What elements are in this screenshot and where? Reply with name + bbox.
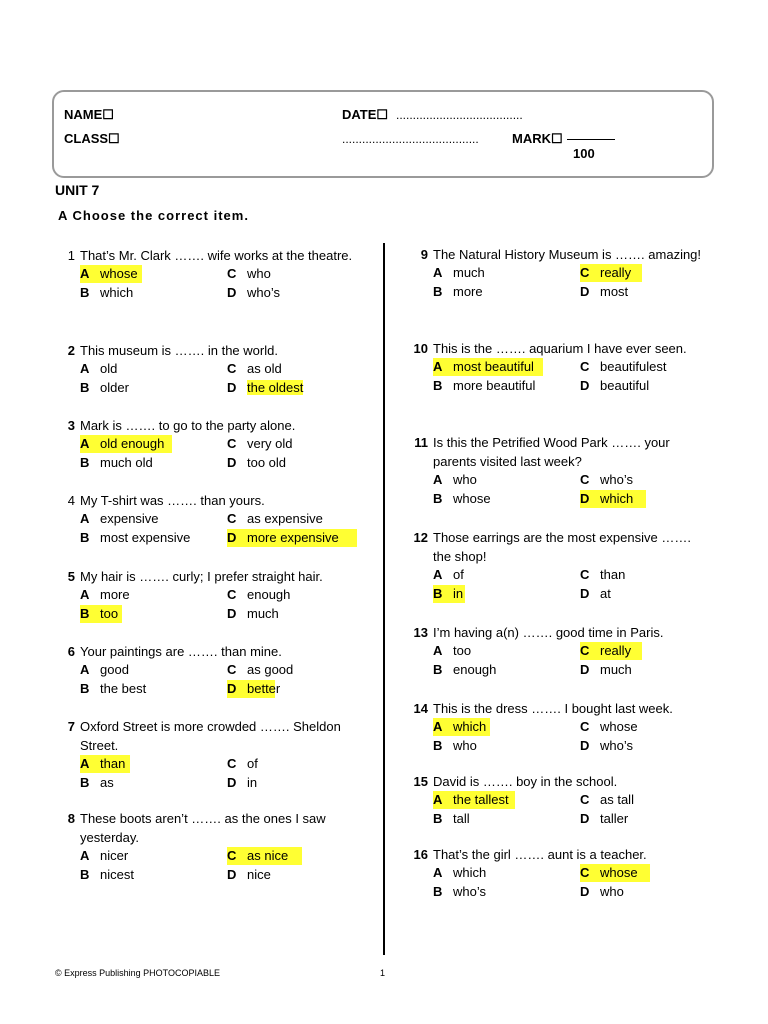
option-c[interactable]: C really bbox=[580, 264, 642, 282]
question-1 bbox=[67, 246, 370, 303]
option-b[interactable]: B who’s bbox=[433, 884, 487, 899]
option-d[interactable]: D nice bbox=[227, 867, 271, 882]
question-number: 8 bbox=[67, 811, 75, 826]
option-c[interactable]: C of bbox=[227, 756, 258, 771]
option-a[interactable]: A of bbox=[433, 567, 464, 582]
option-a[interactable]: A which bbox=[433, 718, 490, 736]
option-b[interactable]: B as bbox=[80, 775, 114, 790]
date-label: DATE☐ bbox=[342, 107, 389, 122]
option-a[interactable]: A than bbox=[80, 755, 130, 773]
section-instruction: A Choose the correct item. bbox=[58, 208, 249, 223]
option-a[interactable]: A which bbox=[433, 865, 487, 880]
question-3 bbox=[67, 416, 370, 473]
option-d[interactable]: D most bbox=[580, 284, 629, 299]
question-stem: This is the dress ……. I bought last week. bbox=[433, 701, 673, 716]
question-6 bbox=[67, 642, 370, 699]
question-number: 16 bbox=[413, 847, 428, 862]
option-c[interactable]: C than bbox=[580, 567, 626, 582]
question-12 bbox=[413, 528, 703, 604]
question-stem: The Natural History Museum is ……. amazing! bbox=[433, 247, 702, 262]
option-b[interactable]: B which bbox=[80, 285, 134, 300]
option-b[interactable]: B whose bbox=[433, 491, 491, 506]
question-stem: David is ……. boy in the school. bbox=[433, 774, 618, 789]
option-c[interactable]: C beautifulest bbox=[580, 359, 667, 374]
option-c[interactable]: C whose bbox=[580, 719, 638, 734]
option-b[interactable]: B more beautiful bbox=[433, 378, 536, 393]
option-c[interactable]: C as expensive bbox=[227, 511, 323, 526]
question-11 bbox=[414, 433, 703, 509]
mark-fraction-line bbox=[567, 139, 615, 140]
option-c[interactable]: C who’s bbox=[580, 472, 634, 487]
question-stem: Your paintings are ……. than mine. bbox=[80, 644, 282, 659]
option-b[interactable]: B too bbox=[80, 605, 122, 623]
question-10 bbox=[413, 339, 703, 396]
question-15 bbox=[413, 772, 703, 829]
question-number: 13 bbox=[413, 625, 428, 640]
option-d[interactable]: D who bbox=[580, 884, 624, 899]
question-stem: I’m having a(n) ……. good time in Paris. bbox=[433, 625, 664, 640]
option-b[interactable]: B enough bbox=[433, 662, 497, 677]
option-b[interactable]: B in bbox=[433, 586, 464, 601]
copyright-footer: © Express Publishing PHOTOCOPIABLE bbox=[55, 968, 221, 978]
option-a[interactable]: A whose bbox=[80, 265, 142, 283]
option-a[interactable]: A most beautiful bbox=[433, 358, 543, 376]
option-d[interactable]: D much bbox=[227, 606, 279, 621]
question-number: 6 bbox=[67, 644, 75, 659]
question-stem: This museum is ……. in the world. bbox=[80, 343, 278, 358]
option-d[interactable]: D taller bbox=[580, 811, 629, 826]
question-7 bbox=[67, 717, 370, 793]
question-5 bbox=[67, 567, 370, 624]
question-number: 14 bbox=[413, 701, 428, 716]
unit-title: UNIT 7 bbox=[55, 182, 100, 198]
option-d[interactable]: D much bbox=[580, 662, 632, 677]
option-c[interactable]: C really bbox=[580, 642, 642, 660]
option-d[interactable]: D which bbox=[580, 490, 646, 508]
question-number: 15 bbox=[413, 774, 428, 789]
question-9 bbox=[420, 245, 703, 302]
option-a[interactable]: A who bbox=[433, 472, 477, 487]
question-stem: That’s the girl ……. aunt is a teacher. bbox=[433, 847, 647, 862]
option-a[interactable]: A more bbox=[80, 587, 130, 602]
name-label: NAME☐ bbox=[64, 107, 114, 122]
question-number: 11 bbox=[414, 435, 428, 450]
option-c[interactable]: C as nice bbox=[227, 847, 302, 865]
option-b[interactable]: B nicest bbox=[80, 867, 134, 882]
question-16 bbox=[413, 845, 703, 902]
question-stem: My T-shirt was ……. than yours. bbox=[80, 493, 265, 508]
option-b[interactable]: B the best bbox=[80, 681, 147, 696]
question-number: 3 bbox=[67, 418, 75, 433]
option-c[interactable]: C enough bbox=[227, 587, 291, 602]
question-stem: Is this the Petrified Wood Park ……. your parents visited last week? bbox=[433, 435, 670, 469]
option-c[interactable]: C whose bbox=[580, 864, 650, 882]
question-stem: Oxford Street is more crowded ……. Sheldon Street. bbox=[80, 719, 341, 753]
option-a[interactable]: A expensive bbox=[80, 511, 159, 526]
option-b[interactable]: B much old bbox=[80, 455, 153, 470]
question-number: 7 bbox=[67, 719, 75, 734]
question-stem: This is the ……. aquarium I have ever seen. bbox=[433, 341, 687, 356]
date-field[interactable]: ...................................... bbox=[396, 108, 523, 122]
question-number: 10 bbox=[413, 341, 428, 356]
question-14 bbox=[413, 699, 703, 756]
question-number: 1 bbox=[67, 248, 75, 263]
option-a[interactable]: A old enough bbox=[80, 435, 172, 453]
option-b[interactable]: B most expensive bbox=[80, 530, 191, 545]
option-c[interactable]: C as tall bbox=[580, 792, 634, 807]
option-b[interactable]: B who bbox=[433, 738, 477, 753]
option-a[interactable]: A old bbox=[80, 361, 118, 376]
option-c[interactable]: C who bbox=[227, 266, 271, 281]
question-2 bbox=[67, 341, 370, 398]
column-divider bbox=[383, 243, 385, 955]
question-stem: These boots aren’t ……. as the ones I saw yesterday. bbox=[80, 811, 326, 845]
option-a[interactable]: A much bbox=[433, 265, 485, 280]
option-d[interactable]: D too old bbox=[227, 455, 287, 470]
question-number: 9 bbox=[420, 247, 428, 262]
option-c[interactable]: C as old bbox=[227, 361, 282, 376]
mark-total: 100 bbox=[573, 146, 595, 161]
question-stem: Mark is ……. to go to the party alone. bbox=[80, 418, 296, 433]
option-d[interactable]: D in bbox=[227, 775, 258, 790]
option-d[interactable]: D the oldest bbox=[227, 380, 304, 395]
class-label: CLASS☐ bbox=[64, 131, 120, 146]
option-c[interactable]: C very old bbox=[227, 436, 293, 451]
option-d[interactable]: D better bbox=[227, 681, 281, 696]
question-number: 5 bbox=[67, 569, 75, 584]
option-b[interactable]: B tall bbox=[433, 811, 470, 826]
question-number: 2 bbox=[67, 343, 75, 358]
question-8 bbox=[67, 809, 370, 885]
option-a[interactable]: A good bbox=[80, 662, 129, 677]
question-stem: That’s Mr. Clark ……. wife works at the theatre. bbox=[80, 248, 353, 263]
page-number: 1 bbox=[380, 968, 386, 978]
option-b[interactable]: B older bbox=[80, 380, 129, 395]
question-13 bbox=[413, 623, 703, 680]
option-d[interactable]: D more expensive bbox=[227, 529, 357, 547]
option-a[interactable]: A nicer bbox=[80, 848, 129, 863]
question-number: 12 bbox=[413, 530, 428, 545]
question-stem: Those earrings are the most expensive ……. the shop! bbox=[433, 530, 691, 564]
question-stem: My hair is ……. curly; I prefer straight hair. bbox=[80, 569, 323, 584]
option-d[interactable]: D who’s bbox=[580, 738, 634, 753]
option-d[interactable]: D beautiful bbox=[580, 378, 650, 393]
option-a[interactable]: A too bbox=[433, 643, 472, 658]
question-4 bbox=[67, 491, 370, 548]
option-d[interactable]: D who’s bbox=[227, 285, 281, 300]
class-field[interactable]: ......................................... bbox=[342, 132, 479, 146]
option-a[interactable]: A the tallest bbox=[433, 791, 515, 809]
mark-label: MARK☐ bbox=[512, 131, 563, 146]
question-number: 4 bbox=[67, 493, 75, 508]
option-c[interactable]: C as good bbox=[227, 662, 294, 677]
option-d[interactable]: D at bbox=[580, 586, 611, 601]
option-b[interactable]: B more bbox=[433, 284, 483, 299]
